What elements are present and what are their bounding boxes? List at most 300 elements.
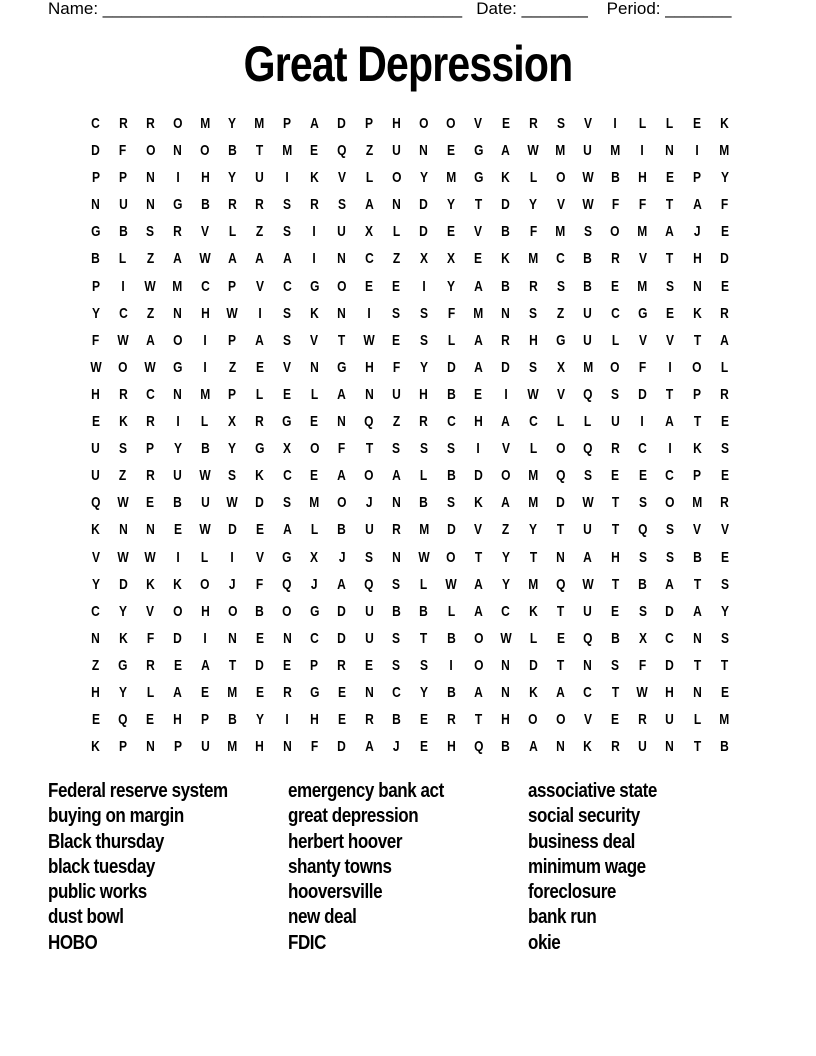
grid-letter[interactable]: C <box>282 277 292 295</box>
grid-letter[interactable]: J <box>311 575 318 593</box>
grid-letter[interactable]: I <box>695 142 699 160</box>
grid-letter[interactable]: T <box>228 656 237 674</box>
grid-letter[interactable]: E <box>255 358 264 376</box>
grid-letter[interactable]: R <box>173 223 183 241</box>
grid-letter[interactable]: K <box>118 629 128 647</box>
grid-letter[interactable]: C <box>282 467 292 485</box>
grid-letter[interactable]: I <box>176 548 180 566</box>
grid-letter[interactable]: S <box>119 440 128 458</box>
grid-letter[interactable]: Z <box>228 358 237 376</box>
grid-letter[interactable]: B <box>392 711 401 729</box>
grid-letter[interactable]: C <box>392 683 401 701</box>
grid-letter[interactable]: H <box>200 304 210 322</box>
grid-letter[interactable]: Y <box>419 169 428 187</box>
grid-letter[interactable]: G <box>309 277 320 295</box>
grid-letter[interactable]: M <box>555 142 566 160</box>
grid-letter[interactable]: S <box>720 575 729 593</box>
grid-letter[interactable]: S <box>419 656 428 674</box>
grid-letter[interactable]: T <box>666 196 674 214</box>
grid-letter[interactable]: F <box>638 358 647 376</box>
grid-letter[interactable]: A <box>364 738 374 756</box>
grid-letter[interactable]: G <box>473 142 484 160</box>
grid-letter[interactable]: G <box>255 440 265 458</box>
grid-letter[interactable]: Q <box>364 575 374 593</box>
grid-letter[interactable]: R <box>720 385 729 403</box>
grid-letter[interactable]: S <box>638 602 647 620</box>
grid-letter[interactable]: C <box>556 250 565 268</box>
grid-letter[interactable]: N <box>556 738 565 756</box>
grid-letter[interactable]: E <box>611 711 620 729</box>
grid-letter[interactable]: E <box>720 223 729 241</box>
grid-letter[interactable]: A <box>720 331 729 349</box>
grid-letter[interactable]: W <box>226 494 239 512</box>
grid-letter[interactable]: P <box>119 169 128 187</box>
grid-letter[interactable]: P <box>228 385 237 403</box>
grid-letter[interactable]: O <box>364 467 374 485</box>
grid-letter[interactable]: S <box>447 494 456 512</box>
grid-letter[interactable]: M <box>555 223 566 241</box>
grid-letter[interactable]: R <box>610 738 620 756</box>
grid-letter[interactable]: Y <box>419 683 428 701</box>
grid-letter[interactable]: E <box>91 413 100 431</box>
grid-letter[interactable]: E <box>255 629 264 647</box>
grid-letter[interactable]: N <box>419 142 429 160</box>
grid-letter[interactable]: X <box>283 440 292 458</box>
grid-letter[interactable]: W <box>582 196 594 214</box>
grid-letter[interactable]: C <box>146 385 155 403</box>
grid-letter[interactable]: Q <box>583 629 593 647</box>
grid-letter[interactable]: U <box>118 196 128 214</box>
grid-letter[interactable]: P <box>91 169 100 187</box>
grid-letter[interactable]: N <box>118 521 128 539</box>
grid-letter[interactable]: O <box>173 602 183 620</box>
grid-letter[interactable]: L <box>529 629 537 647</box>
grid-letter[interactable]: S <box>583 223 592 241</box>
grid-letter[interactable]: B <box>501 738 511 756</box>
grid-letter[interactable]: T <box>693 656 701 674</box>
grid-letter[interactable]: Z <box>392 413 401 431</box>
grid-letter[interactable]: S <box>419 331 428 349</box>
grid-letter[interactable]: N <box>583 656 593 674</box>
grid-letter[interactable]: O <box>173 331 183 349</box>
grid-letter[interactable]: J <box>338 548 346 566</box>
grid-letter[interactable]: U <box>173 467 183 485</box>
grid-letter[interactable]: V <box>474 521 483 539</box>
grid-letter[interactable]: Z <box>502 521 510 539</box>
grid-letter[interactable]: I <box>449 656 453 674</box>
grid-letter[interactable]: C <box>200 277 210 295</box>
grid-letter[interactable]: C <box>118 304 128 322</box>
grid-letter[interactable]: E <box>447 223 456 241</box>
grid-letter[interactable]: I <box>312 223 317 241</box>
grid-letter[interactable]: A <box>474 277 483 295</box>
grid-letter[interactable]: M <box>719 711 730 729</box>
grid-letter[interactable]: E <box>283 656 292 674</box>
grid-letter[interactable]: S <box>283 223 292 241</box>
grid-letter[interactable]: B <box>255 602 265 620</box>
grid-letter[interactable]: I <box>640 413 645 431</box>
grid-letter[interactable]: D <box>665 656 675 674</box>
grid-letter[interactable]: M <box>172 277 183 295</box>
grid-letter[interactable]: G <box>309 602 320 620</box>
grid-letter[interactable]: E <box>611 467 620 485</box>
grid-letter[interactable]: B <box>228 142 237 160</box>
grid-letter[interactable]: T <box>556 656 565 674</box>
grid-letter[interactable]: Y <box>119 683 128 701</box>
grid-letter[interactable]: R <box>528 277 538 295</box>
grid-letter[interactable]: U <box>364 629 374 647</box>
grid-letter[interactable]: K <box>146 575 155 593</box>
grid-letter[interactable]: D <box>228 521 237 539</box>
grid-letter[interactable]: S <box>611 656 620 674</box>
grid-letter[interactable]: L <box>201 548 209 566</box>
grid-letter[interactable]: E <box>720 413 729 431</box>
grid-letter[interactable]: E <box>365 656 374 674</box>
grid-letter[interactable]: M <box>309 494 320 512</box>
grid-letter[interactable]: P <box>693 169 702 187</box>
grid-letter[interactable]: V <box>283 358 292 376</box>
grid-letter[interactable]: I <box>121 277 125 295</box>
grid-letter[interactable]: R <box>118 385 128 403</box>
grid-letter[interactable]: K <box>720 115 729 132</box>
grid-letter[interactable]: K <box>501 169 511 187</box>
grid-letter[interactable]: T <box>693 413 701 431</box>
grid-letter[interactable]: U <box>392 142 401 160</box>
grid-letter[interactable]: D <box>173 629 183 647</box>
grid-letter[interactable]: K <box>528 683 538 701</box>
grid-letter[interactable]: V <box>146 602 155 620</box>
grid-letter[interactable]: S <box>228 467 237 485</box>
grid-letter[interactable]: A <box>255 250 265 268</box>
grid-letter[interactable]: V <box>638 331 647 349</box>
grid-letter[interactable]: E <box>665 304 674 322</box>
grid-letter[interactable]: X <box>556 358 565 376</box>
grid-letter[interactable]: E <box>611 602 620 620</box>
grid-letter[interactable]: I <box>422 277 426 295</box>
grid-letter[interactable]: W <box>144 277 157 295</box>
grid-letter[interactable]: C <box>528 413 538 431</box>
grid-letter[interactable]: W <box>527 142 539 160</box>
grid-letter[interactable]: S <box>283 331 292 349</box>
grid-letter[interactable]: A <box>255 331 265 349</box>
grid-letter[interactable]: M <box>719 142 730 160</box>
grid-letter[interactable]: G <box>282 413 292 431</box>
grid-letter[interactable]: A <box>282 250 292 268</box>
grid-letter[interactable]: T <box>611 683 619 701</box>
grid-letter[interactable]: I <box>312 250 317 268</box>
grid-letter[interactable]: W <box>527 385 539 403</box>
grid-letter[interactable]: R <box>255 196 265 214</box>
grid-letter[interactable]: Y <box>255 711 264 729</box>
grid-letter[interactable]: T <box>256 142 264 160</box>
grid-letter[interactable]: M <box>473 304 484 322</box>
grid-letter[interactable]: V <box>693 521 702 539</box>
grid-letter[interactable]: N <box>173 385 183 403</box>
grid-letter[interactable]: W <box>117 494 129 512</box>
grid-letter[interactable]: B <box>446 683 456 701</box>
grid-letter[interactable]: O <box>610 223 620 241</box>
grid-letter[interactable]: L <box>447 331 455 349</box>
grid-letter[interactable]: W <box>117 331 129 349</box>
grid-letter[interactable]: B <box>337 521 347 539</box>
grid-letter[interactable]: Z <box>365 142 373 160</box>
grid-letter[interactable]: I <box>613 115 617 132</box>
grid-letter[interactable]: U <box>583 142 593 160</box>
grid-letter[interactable]: B <box>446 385 456 403</box>
grid-letter[interactable]: L <box>119 250 127 268</box>
grid-letter[interactable]: L <box>256 385 264 403</box>
grid-letter[interactable]: C <box>446 413 456 431</box>
grid-letter[interactable]: Y <box>228 115 237 132</box>
grid-letter[interactable]: A <box>392 467 401 485</box>
grid-letter[interactable]: R <box>638 711 647 729</box>
grid-letter[interactable]: K <box>310 304 319 322</box>
grid-letter[interactable]: A <box>665 223 675 241</box>
grid-letter[interactable]: S <box>146 223 155 241</box>
grid-letter[interactable]: S <box>283 304 292 322</box>
grid-letter[interactable]: H <box>200 169 210 187</box>
grid-letter[interactable]: E <box>310 413 319 431</box>
grid-letter[interactable]: Y <box>119 602 128 620</box>
grid-letter[interactable]: U <box>364 521 374 539</box>
grid-letter[interactable]: H <box>392 115 401 132</box>
grid-letter[interactable]: E <box>255 521 264 539</box>
grid-letter[interactable]: C <box>501 602 511 620</box>
grid-letter[interactable]: K <box>501 250 511 268</box>
grid-letter[interactable]: A <box>337 385 347 403</box>
grid-letter[interactable]: L <box>447 602 455 620</box>
grid-letter[interactable]: K <box>692 440 702 458</box>
grid-letter[interactable]: R <box>720 494 729 512</box>
grid-letter[interactable]: F <box>256 575 264 593</box>
grid-letter[interactable]: I <box>476 440 481 458</box>
grid-letter[interactable]: N <box>392 196 401 214</box>
grid-letter[interactable]: X <box>638 629 647 647</box>
grid-letter[interactable]: N <box>392 494 401 512</box>
grid-letter[interactable]: D <box>91 142 101 160</box>
grid-letter[interactable]: R <box>146 115 155 132</box>
grid-letter[interactable]: B <box>392 602 401 620</box>
grid-letter[interactable]: B <box>200 196 210 214</box>
grid-letter[interactable]: H <box>501 711 511 729</box>
grid-letter[interactable]: E <box>146 494 155 512</box>
grid-letter[interactable]: D <box>528 656 538 674</box>
grid-letter[interactable]: E <box>720 683 729 701</box>
grid-letter[interactable]: U <box>91 440 101 458</box>
grid-letter[interactable]: G <box>473 169 484 187</box>
grid-letter[interactable]: E <box>665 169 674 187</box>
grid-letter[interactable]: V <box>310 331 319 349</box>
grid-letter[interactable]: L <box>392 223 401 241</box>
grid-letter[interactable]: S <box>283 196 292 214</box>
grid-letter[interactable]: R <box>282 683 292 701</box>
grid-letter[interactable]: W <box>144 358 157 376</box>
grid-letter[interactable]: S <box>365 548 374 566</box>
grid-letter[interactable]: P <box>310 656 319 674</box>
grid-letter[interactable]: H <box>446 738 456 756</box>
grid-letter[interactable]: Q <box>364 413 374 431</box>
grid-letter[interactable]: Z <box>146 304 155 322</box>
grid-letter[interactable]: B <box>419 602 429 620</box>
grid-letter[interactable]: F <box>146 629 155 647</box>
grid-letter[interactable]: Q <box>555 575 566 593</box>
grid-letter[interactable]: L <box>584 413 592 431</box>
grid-letter[interactable]: F <box>119 142 127 160</box>
grid-letter[interactable]: V <box>638 250 647 268</box>
grid-letter[interactable]: E <box>474 385 483 403</box>
grid-letter[interactable]: K <box>583 738 593 756</box>
grid-letter[interactable]: Z <box>91 656 100 674</box>
grid-letter[interactable]: S <box>638 494 647 512</box>
grid-letter[interactable]: W <box>226 304 239 322</box>
grid-letter[interactable]: M <box>227 738 238 756</box>
grid-letter[interactable]: J <box>229 575 236 593</box>
grid-letter[interactable]: S <box>392 575 401 593</box>
grid-letter[interactable]: Y <box>720 169 729 187</box>
grid-letter[interactable]: P <box>173 738 182 756</box>
grid-letter[interactable]: U <box>610 413 620 431</box>
grid-letter[interactable]: M <box>200 115 211 132</box>
grid-letter[interactable]: E <box>255 683 264 701</box>
grid-letter[interactable]: N <box>337 304 347 322</box>
grid-letter[interactable]: T <box>720 656 729 674</box>
grid-letter[interactable]: A <box>501 413 511 431</box>
grid-letter[interactable]: B <box>200 440 210 458</box>
grid-letter[interactable]: L <box>365 169 373 187</box>
grid-letter[interactable]: H <box>173 711 183 729</box>
grid-letter[interactable]: V <box>337 169 346 187</box>
grid-letter[interactable]: D <box>446 521 456 539</box>
grid-letter[interactable]: Q <box>337 142 347 160</box>
grid-letter[interactable]: M <box>227 683 238 701</box>
grid-letter[interactable]: E <box>173 521 182 539</box>
grid-letter[interactable]: Q <box>473 738 484 756</box>
grid-letter[interactable]: I <box>176 169 180 187</box>
grid-letter[interactable]: L <box>529 440 537 458</box>
grid-letter[interactable]: V <box>665 331 674 349</box>
grid-letter[interactable]: J <box>693 223 701 241</box>
grid-letter[interactable]: E <box>720 467 729 485</box>
grid-letter[interactable]: O <box>555 169 566 187</box>
grid-letter[interactable]: T <box>338 331 346 349</box>
grid-letter[interactable]: E <box>91 711 100 729</box>
grid-letter[interactable]: T <box>693 738 701 756</box>
grid-letter[interactable]: N <box>228 629 237 647</box>
grid-letter[interactable]: W <box>117 548 129 566</box>
grid-letter[interactable]: N <box>282 738 292 756</box>
grid-letter[interactable]: F <box>720 196 729 214</box>
grid-letter[interactable]: Y <box>228 169 237 187</box>
grid-letter[interactable]: K <box>692 304 702 322</box>
grid-letter[interactable]: B <box>583 277 593 295</box>
grid-letter[interactable]: Q <box>555 467 566 485</box>
grid-letter[interactable]: B <box>692 548 702 566</box>
grid-letter[interactable]: L <box>420 467 428 485</box>
grid-letter[interactable]: D <box>638 385 647 403</box>
grid-letter[interactable]: S <box>392 656 401 674</box>
grid-letter[interactable]: E <box>146 711 155 729</box>
grid-letter[interactable]: C <box>638 440 647 458</box>
grid-letter[interactable]: H <box>692 250 702 268</box>
grid-letter[interactable]: E <box>173 656 182 674</box>
grid-letter[interactable]: T <box>611 494 619 512</box>
grid-letter[interactable]: A <box>501 494 511 512</box>
grid-letter[interactable]: O <box>555 440 566 458</box>
grid-letter[interactable]: N <box>364 683 374 701</box>
grid-letter[interactable]: R <box>228 196 237 214</box>
grid-letter[interactable]: D <box>419 223 429 241</box>
grid-letter[interactable]: F <box>91 331 100 349</box>
grid-letter[interactable]: I <box>203 358 207 376</box>
grid-letter[interactable]: M <box>418 521 429 539</box>
grid-letter[interactable]: W <box>445 575 457 593</box>
grid-letter[interactable]: V <box>556 385 565 403</box>
grid-letter[interactable]: T <box>365 440 373 458</box>
grid-letter[interactable]: U <box>392 385 401 403</box>
grid-letter[interactable]: A <box>228 250 237 268</box>
grid-letter[interactable]: V <box>583 115 592 132</box>
grid-letter[interactable]: B <box>91 250 101 268</box>
grid-letter[interactable]: U <box>200 738 210 756</box>
grid-letter[interactable]: M <box>637 223 648 241</box>
grid-letter[interactable]: R <box>146 656 155 674</box>
grid-letter[interactable]: P <box>365 115 374 132</box>
grid-letter[interactable]: G <box>309 683 320 701</box>
grid-letter[interactable]: S <box>665 277 674 295</box>
grid-letter[interactable]: M <box>692 494 703 512</box>
grid-letter[interactable]: P <box>119 738 128 756</box>
grid-letter[interactable]: G <box>637 304 648 322</box>
grid-letter[interactable]: B <box>446 629 456 647</box>
grid-letter[interactable]: L <box>420 575 428 593</box>
grid-letter[interactable]: D <box>665 602 675 620</box>
grid-letter[interactable]: H <box>310 711 319 729</box>
grid-letter[interactable]: H <box>638 169 647 187</box>
grid-letter[interactable]: W <box>89 358 102 376</box>
grid-letter[interactable]: S <box>283 494 292 512</box>
grid-letter[interactable]: O <box>692 358 702 376</box>
grid-letter[interactable]: O <box>118 358 128 376</box>
grid-letter[interactable]: E <box>419 738 428 756</box>
grid-letter[interactable]: U <box>583 331 593 349</box>
grid-letter[interactable]: R <box>337 656 347 674</box>
grid-letter[interactable]: N <box>501 304 511 322</box>
grid-letter[interactable]: S <box>665 521 674 539</box>
grid-letter[interactable]: C <box>583 683 593 701</box>
grid-letter[interactable]: N <box>692 683 702 701</box>
grid-letter[interactable]: A <box>364 196 374 214</box>
grid-letter[interactable]: T <box>556 521 565 539</box>
grid-letter[interactable]: E <box>611 277 620 295</box>
grid-letter[interactable]: S <box>447 440 456 458</box>
grid-letter[interactable]: Q <box>583 440 593 458</box>
grid-letter[interactable]: S <box>611 385 620 403</box>
grid-letter[interactable]: M <box>610 142 621 160</box>
grid-letter[interactable]: I <box>668 358 672 376</box>
grid-letter[interactable]: V <box>91 548 100 566</box>
grid-letter[interactable]: U <box>583 521 593 539</box>
grid-letter[interactable]: R <box>310 196 319 214</box>
grid-letter[interactable]: E <box>392 331 401 349</box>
grid-letter[interactable]: O <box>528 711 538 729</box>
grid-letter[interactable]: T <box>474 711 483 729</box>
grid-letter[interactable]: L <box>693 711 701 729</box>
grid-letter[interactable]: O <box>473 656 484 674</box>
grid-letter[interactable]: N <box>692 629 702 647</box>
grid-letter[interactable]: C <box>91 602 101 620</box>
grid-letter[interactable]: N <box>501 656 511 674</box>
grid-letter[interactable]: B <box>720 738 729 756</box>
